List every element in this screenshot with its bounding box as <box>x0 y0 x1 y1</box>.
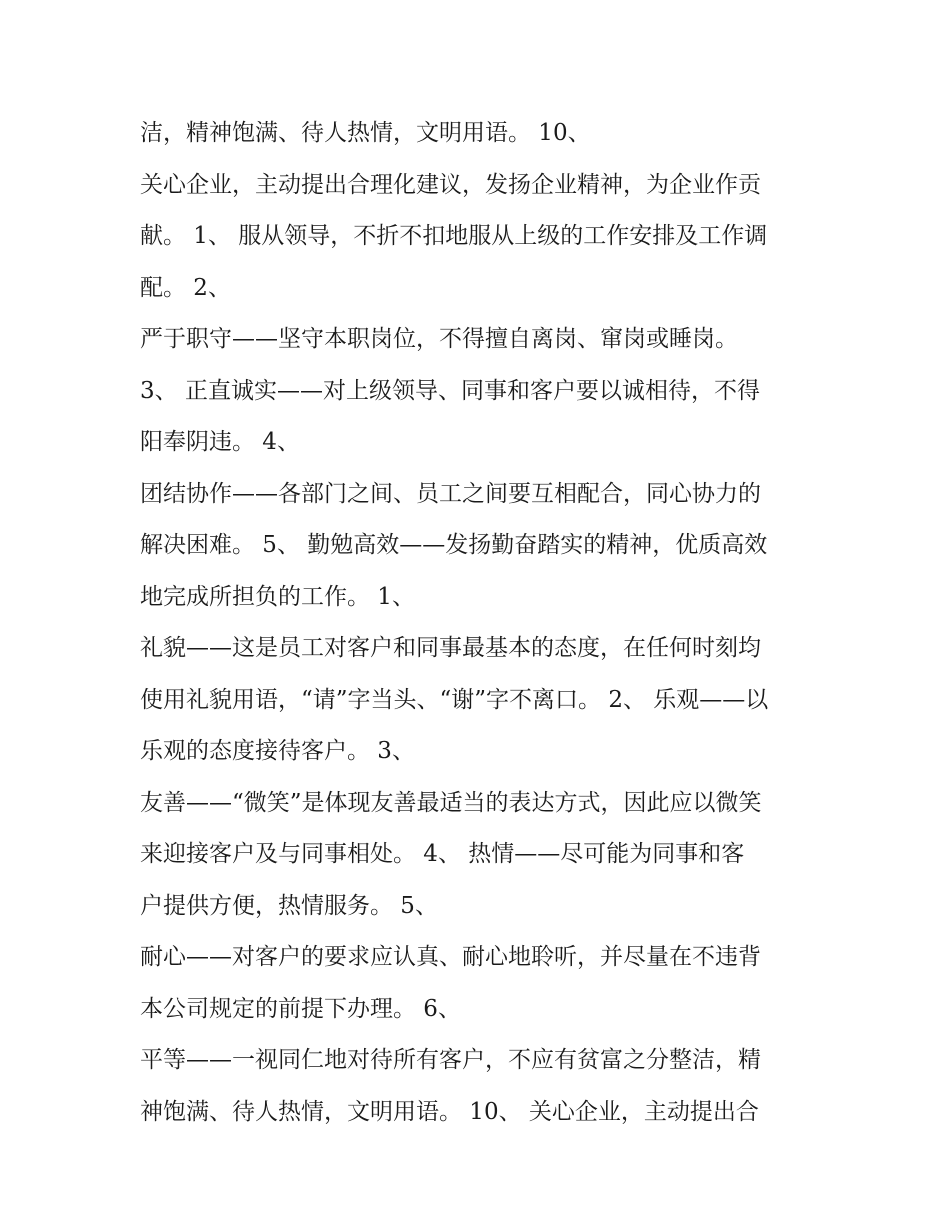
text-line: 阳奉阴违。 4、 <box>140 429 300 455</box>
text-line: 使用礼貌用语，“请”字当头、“谢”字不离口。 2、 乐观——以 <box>140 686 769 713</box>
text-line: 平等——一视同仁地对待所有客户，不应有贫富之分整洁，精 <box>140 1047 761 1073</box>
text-line: 团结协作——各部门之间、员工之间要互相配合，同心协力的 <box>140 480 761 507</box>
text-line: 解决困难。 5、 勤勉高效——发扬勤奋踏实的精神，优质高效 <box>140 532 768 558</box>
text-line: 乐观的态度接待客户。 3、 <box>140 738 415 764</box>
text-line: 严于职守——坚守本职岗位，不得擅自离岗、窜岗或睡岗。 <box>140 326 738 352</box>
text-line: 户提供方便，热情服务。 5、 <box>140 892 438 919</box>
text-line: 本公司规定的前提下办理。 6、 <box>140 995 461 1022</box>
text-line: 3、 正直诚实——对上级领导、同事和客户要以诚相待，不得 <box>140 377 760 404</box>
text-line: 配。 2、 <box>140 274 231 301</box>
text-line: 献。 1、 服从领导，不折不扣地服从上级的工作安排及工作调 <box>140 223 768 249</box>
text-line: 关心企业，主动提出合理化建议，发扬企业精神，为企业作贡 <box>140 171 761 198</box>
text-line: 耐心——对客户的要求应认真、耐心地聆听，并尽量在不违背 <box>140 944 761 970</box>
text-line: 神饱满、待人热情，文明用语。 10、 关心企业，主动提出合 <box>140 1098 759 1125</box>
text-line: 友善——“微笑”是体现友善最适当的表达方式，因此应以微笑 <box>140 789 762 816</box>
text-line: 地完成所担负的工作。 1、 <box>140 583 415 610</box>
document-body <box>140 108 820 1138</box>
text-line: 礼貌——这是员工对客户和同事最基本的态度，在任何时刻均 <box>140 635 761 661</box>
text-line: 洁，精神饱满、待人热情，文明用语。 10、 <box>140 120 591 146</box>
text-line: 来迎接客户及与同事相处。 4、 热情——尽可能为同事和客 <box>140 841 745 867</box>
